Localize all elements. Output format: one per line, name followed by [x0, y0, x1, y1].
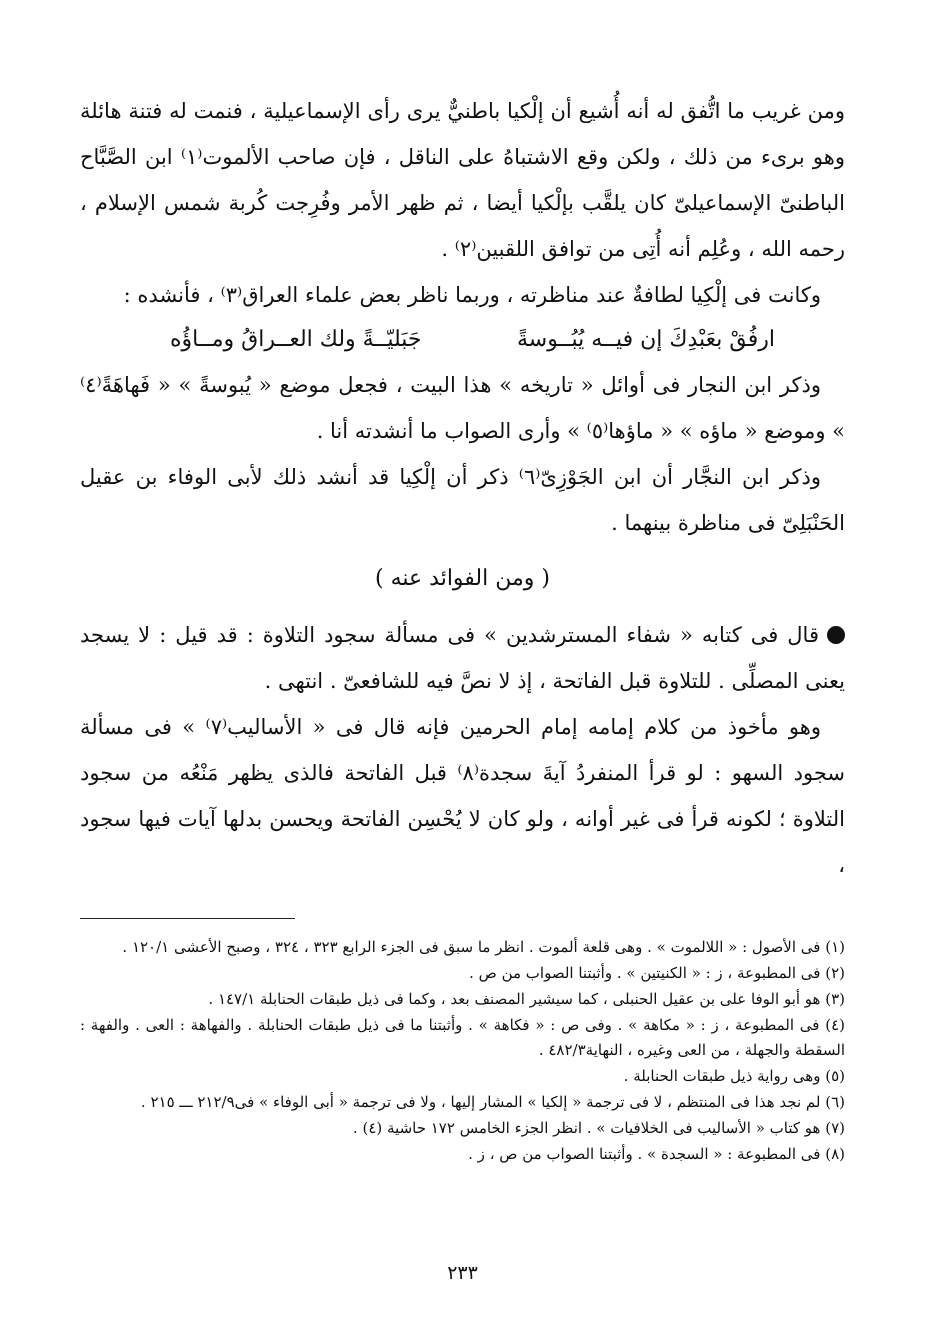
footnote: (٤) فى المطبوعة ، ز : « مكاهة » . وفى ص : « فكاهة » . وأثبتنا ما فى ذيل طبقات الحنابلة . والفهاهة : العى . والفهة : السقطة والجهلة ، من العى وغيره ، النهاية٤٨٢/٣ . [80, 1016, 845, 1059]
paragraph-text: قال فى كتابه « شفاء المسترشدين » فى مسألة سجود التلاوة : قد قيل : لا يسجد يعنى المصلِّى . للتلاوة قبل الفاتحة ، إذ لا نصَّ فيه للشافعىّ . انتهى . [80, 623, 845, 693]
bullet-icon [827, 626, 845, 644]
footnote: (٣) هو أبو الوفا على بن عقيل الحنبلى ، كما سيشير المصنف بعد ، وكما فى ذيل طبقات الحنابلة ١٤٧/١ . [208, 990, 845, 1008]
footnote: (٦) لم نجد هذا فى المنتظم ، لا فى ترجمة « إلكيا » المشار إليها ، ولا فى ترجمة « أبى الوفاء » فى٢١٢/٩ ـــ ٢١٥ . [140, 1093, 845, 1111]
footnotes [80, 935, 845, 1167]
footnote: (٥) وهى رواية ذيل طبقات الحنابلة . [623, 1067, 845, 1085]
page-number: ٢٣٣ [447, 1262, 478, 1284]
paragraph: ومن غريب ما اتُّفق له أنه أُشيع أن إلْكيا باطنيٌّ يرى رأى الإسماعيلية ، فنمت له فتنة هائلة وهو برىء من ذلك ، ولكن وقع الاشتباهُ على الناقل ، فإن صاحب الألموت⁽١⁾ ابن الصَّبَّاح الباطنىّ الإسماعيلىّ كان يلقَّب بإلْكيا أيضا ، ثم ظهر الأمر وفُرِجت كُربة شمس الإسلام ، رحمه الله ، وعُلِم أنه أُتِى من توافق اللقبين⁽٢⁾ . [80, 99, 845, 261]
paragraph: وهو مأخوذ من كلام إمامه إمام الحرمين فإنه قال فى « الأساليب⁽٧⁾ » فى مسألة سجود السهو : لو قرأ المنفردُ آيةَ سجدة⁽٨⁾ قبل الفاتحة فالذى يظهر مَنْعُه من سجود التلاوة ؛ لكونه قرأ فى غير أوانه ، ولو كان لا يُحْسِن الفاتحة ويحسن بدلها آيات فيها سجود ، [80, 715, 845, 877]
footnote: (١) فى الأصول : « اللالموت » . وهى قلعة ألموت . انظر ما سبق فى الجزء الرابع ٣٢٣ ، ٣٢٤ ، وصبح الأعشى ١٢٠/١ . [122, 938, 845, 956]
footnote: (٢) فى المطبوعة ، ز : « الكنيتين » . وأثبتنا الصواب من ص . [469, 964, 845, 982]
paragraph: وكانت فى إلْكِيا لطافةٌ عند مناظرته ، وربما ناظر بعض علماء العراق⁽٣⁾ ، فأنشده : [123, 283, 821, 307]
footnote: (٨) فى المطبوعة : « السجدة » . وأثبتنا الصواب من ص ، ز . [468, 1145, 845, 1163]
paragraph: وذكر ابن النجَّار أن ابن الجَوْزِىّ⁽٦⁾ ذكر أن إلْكِيا قد أنشد ذلك لأبى الوفاء بن عقيل الحَنْبَلِىّ فى مناظرة بينهما . [80, 465, 845, 535]
poem-first-hemistich: ارفُقْ بعَبْدِكَ إن فيــه يُبُــوسةً [517, 327, 775, 352]
footnote: (٧) هو كتاب « الأساليب فى الخلافيات » . انظر الجزء الخامس ١٧٢ حاشية (٤) . [352, 1119, 845, 1137]
poem-verse [80, 318, 845, 362]
paragraph: وذكر ابن النجار فى أوائل « تاريخه » هذا البيت ، فجعل موضع « يُبوسةً » « فَهاهَةً⁽٤⁾ » وموضع « ماؤه » « ماؤها⁽٥⁾ » وأرى الصواب ما أنشدته أنا . [80, 373, 845, 443]
section-heading: ( ومن الفوائد عنه ) [375, 566, 550, 591]
poem-second-hemistich: جَبَليّــةً ولك العــراقُ ومــاؤُه [170, 327, 422, 352]
footnote-divider [80, 918, 295, 919]
main-text [80, 88, 845, 888]
paragraph [80, 612, 845, 704]
